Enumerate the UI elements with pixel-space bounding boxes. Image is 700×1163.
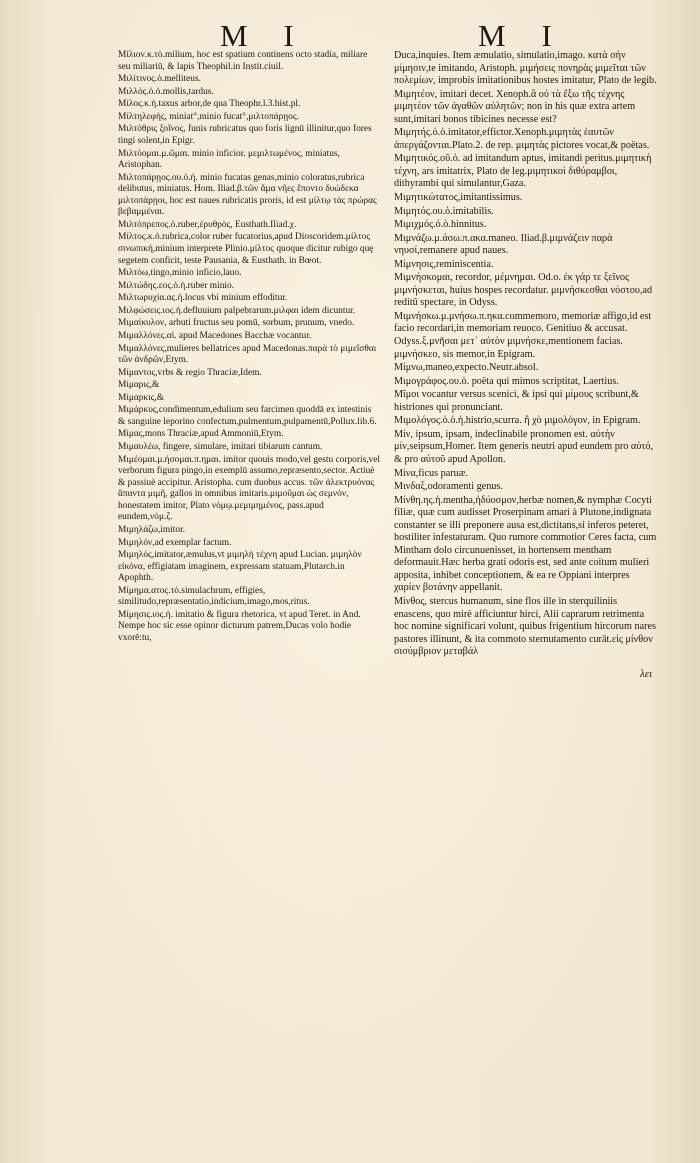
- dictionary-entry: Μιμητός.ου.ὁ.imitabilis.: [394, 205, 494, 217]
- dictionary-entry: Μίνθος, stercus humanum, sine flos ille in sterquiliniis enascens, quo mirè afficiuntur hirci, Alii caprarum retrimenta hoc nomine significari volunt, quibus frigentium hircorum nares pastores illinunt, & ita commoto sternutamento curāt.εἰς μίνθον σισύμβριον μεταβάλ: [394, 595, 656, 658]
- dictionary-entry: Μίν, ipsum, ipsam, indeclinabile pronomen est. αὐτὴν μίν,seipsum,Homer. Item generis neutri apud eundem pro αὐτό, & pro αὐτοῦ apud Apollon.: [394, 428, 653, 465]
- dictionary-entry: Μίλτος.κ.ὁ.rubrica,color ruber fucatorius,apud Dioscoridem.μίλτος σινωπική,minium interprete Plinio.μίλτος quoque dicitur rubigo quę segetem conficit, teste Pausania, & Eusthath. in Bœot.: [118, 232, 374, 266]
- dictionary-entry: Μιμητικός.οῦ.ὁ. ad imitandum aptus, imitandi peritus.μιμητικὴ τέχνη, ars imitatrix, Plato de leg.μιμητικοὶ διθύραμβοι, dithyrambi qui simulantur,Gaza.: [394, 153, 652, 190]
- dictionary-entry: Μίμαρκις,&: [118, 392, 165, 403]
- dictionary-entry: Μίλτηλεφὴς, miniat°,minio fucat°,μιλτοπάρῃος.: [118, 111, 299, 122]
- running-head-right: M I: [478, 18, 566, 53]
- dictionary-entry: Μιμιχμός.ὁ.ὁ.hinnitus.: [394, 219, 487, 231]
- dictionary-entry: Μιμηλάζω,imitor.: [118, 524, 186, 535]
- dictionary-entry: Μιμνάζω.μ.άσω.π.ακα.maneo. Iliad.β.μιμνάζειν παρὰ νηυσί,remanere apud naues.: [394, 232, 613, 257]
- dictionary-entry: Μιμηλόν,ad exemplar factum.: [118, 537, 232, 548]
- dictionary-entry: Μίμνησις,reminiscentia.: [394, 258, 494, 270]
- dictionary-entry: Μιμολόγος.ὁ.ὁ.ἡ.histrio,scurra. ἢ χὸ μιμολόγον, in Epigram.: [394, 415, 641, 427]
- dictionary-entry: Μιμαυλέω, fingere, simulare, imitari tibiarum cantum.: [118, 442, 323, 452]
- dictionary-entry: Μιλτοπάρῃος.ου.ὁ.ἡ. minio fucatas genas,minio coloratus,rubrica delibutus, miniatus. Hom. Iliad.β.τῶν ἅμα νῆες ἕποντο δυώδεκα μιλτοπάρῃοι, hoc est naues rubricatis proris, id est μίλτῳ τὰς πρώρας βεβαμμέναι.: [118, 172, 377, 218]
- dictionary-entry: Μιμητέον, imitari decet. Xenoph.ἃ οὐ τὰ ἔξω τῆς τέχνης μιμητέον τῶν ἀγαθῶν αὐλητῶν; non in his quæ extra artem sunt,imitari bonos tibicines necesse est?: [394, 88, 636, 125]
- dictionary-entry: Μιμάρκυς,condimentum,edulium seu farcimen quoddā ex intestinis & sanguine leporino confectum,pulmentum,pulpamentū,Pollux.lib.6.: [118, 405, 377, 427]
- dictionary-entry: Μιλτωρυχία.ας.ἡ.locus vbi minium effoditur.: [118, 293, 288, 304]
- running-head-left: M I: [220, 18, 308, 53]
- dictionary-entry: Μιμητικώτατος,imitantissimus.: [394, 192, 523, 204]
- dictionary-entry: Duca,inquies. Item æmulatio, simulatio,imago. κατὰ σὴν μίμησιν,te imitando, Aristoph. μιμήσεις πονηρὰς μιμεῖται τῶν πολεμίων, improbis imitationibus hostes imitatur, Plato de legib.: [394, 50, 657, 87]
- dictionary-entry: Μιλτόω,tingo,minio inficio,lauo.: [118, 268, 242, 279]
- dictionary-entry: Μιμνήσκομαι, recordor, μέμνημαι. Od.ο. ἐκ γάρ τε ξεῖνος μιμνήσκεται, huius hospes recordatur. μιμνήσκεσθαι νόστου,ad reditū spectare, in Odyss.: [394, 272, 653, 309]
- dictionary-entry: Μιμαλλόνες.αἱ. apud Macedones Bacchæ vocantur.: [118, 330, 312, 341]
- right-column: [394, 50, 658, 659]
- dictionary-entry: Μιμέομαι.μ.ήσομαι.π.ημαι. imitor quouis modo,vel gestu corporis,vel verborum figura pingo,in exemplū assumo,repræsento,sector. Actiuè & passiuè accipitur. Aristopha. cum duobus accus. τῶν ἀλεκτρυόνας ἅπαντα μιμῆ, gallos in omnibus imitaris.μιμοῦμαι ὡς σεμνόν, honestatem imitor, Plato νόμῳ.μεμιμημένος, pass.apud eundem,νόμ.ζ.: [118, 454, 381, 523]
- dictionary-entry: Μιμητής.ὁ.ὁ.imitator,effictor.Xenoph.μιμητὰς ἑαυτῶν ἀπεργάζονται.Plato.2. de rep. μιμητὰς pictores vocat,& poëtas.: [394, 127, 650, 151]
- dictionary-entry: Μίμαρις,&: [118, 380, 160, 391]
- dictionary-entry: Μίνα,ficus paruæ.: [394, 467, 469, 479]
- dictionary-entry: Μίμαντος,vrbs & regio Thraciæ,Idem.: [118, 367, 262, 378]
- dictionary-entry: Μιμαλλόνες,mulieres bellatrices apud Macedonas.παρὰ τὸ μιμεῖσθαι τῶν ἀνδρῶν,Etym.: [118, 343, 377, 366]
- dictionary-entry: Μίμησις.ιος.ἡ. imitatio & figura rhetorica, vt apud Teret. in And. Nempe hoc sic esse opinor dicturum patrem,Ducas volo hodie vxorē:tu,: [118, 609, 361, 643]
- dictionary-entry: Μιλτώδης.εος.ὁ.ἡ.ruber minio.: [118, 280, 235, 291]
- dictionary-entry: Μιλτόομαι.μ.ῶμαι. minio inficior. μεμιλτωμένος, miniatus, Aristophan.: [118, 148, 340, 171]
- dictionary-entry: Μίνθη.ης.ἡ.mentha,ἡδύοσμον,herbæ nomen,& nymphæ Cocyti filiæ, quæ cum audisset Proserpinam amari à Plutone,indignata constanter se illi preponere ausa est,dictitans,si inferos peteret, hostiliter infestaturam. Quo rumore commotior Ceres facta, cum Mintham dolo circunuenisset, in hortensem mentham deformauit.Hæc herba grati odoris est, sed ante coitum mulieri apposita, inhibet conceptionem, & ea re Oppiani interpres χαρίεν βοτάνην appellanit.: [394, 494, 657, 594]
- dictionary-entry: Μίλιον.κ.τὸ.milium, hoc est spatium continens octo stadia, miliare seu miliariū, & lapis Theophil.in Instit.ciuil.: [118, 50, 368, 72]
- dictionary-entry: Μῖμοι vocantur versus scenici, & ipsi qui μίμους scribunt,& histriones qui pronunciant.: [394, 389, 639, 413]
- dictionary-entry: Μιλτόθρις ξοῖνος, funis rubricatus quo foris lignū illinitur,quo fores tingi solent,in Epigr.: [118, 124, 372, 146]
- dictionary-entry: Μιλλός.ὁ.ὁ.mollis,tardus.: [118, 86, 214, 97]
- dictionary-entry: Μίμας,mons Thraciæ,apud Ammoniū,Etym.: [118, 429, 284, 440]
- dictionary-entry: Μιμαίκυλον, arbuti fructus seu pomū, sorbum, prunum, vnedo.: [118, 318, 355, 329]
- dictionary-entry: Μιμογράφος.ου.ὁ. poëta qui mimos scriptitat, Laertius.: [394, 375, 619, 387]
- dictionary-entry: Μίλος.κ.ἡ.taxus arbor,de qua Theophr.l.3.hist.pl.: [118, 99, 301, 110]
- dictionary-entry: Μιλφώσεις.ιος.ἡ.defluuium palpebrarum.μιλφαι idem dicuntur.: [118, 305, 356, 316]
- dictionary-entry: Μινδαξ,odoramenti genus.: [394, 481, 503, 493]
- dictionary-entry: Μιμηλός,imitator,æmulus,vt μιμηλὴ τέχνη apud Lucian. μιμηλὸν εἰκόνα, effigiatam imaginem, expressam statuam,Plutarch.in Apophth.: [118, 550, 362, 584]
- left-column: [118, 50, 380, 645]
- dictionary-entry: Μίμημα.ατος.τό.simulachrum, effigies, similitudo,repræsentatio,indicium,imago,mos,ritus.: [118, 585, 310, 608]
- dictionary-entry: Μιλίτινος.ὁ.melliteus.: [118, 74, 201, 85]
- dictionary-entry: Μιμνήσκω.μ.μνήσω.π.ηκα.commemoro, memoriæ affigo,id est facio recordari,in memoriam reuoco. Genitiuo & accusat. Odyss.ξ.μνῆσαι μετ᾽ αὐτὸν μιμνήσκε,mentionem facias. μιμνήσκεο, sis memor,in Epigram.: [394, 310, 652, 360]
- catchword: λει: [640, 668, 653, 680]
- dictionary-entry: Μιλτόπρεπος.ὁ.ruber,ἐρυθρὸς, Eusthath.Iliad.χ.: [118, 219, 297, 230]
- dictionary-entry: Μίμνω,maneo,expecto.Neutr.absol.: [394, 362, 539, 374]
